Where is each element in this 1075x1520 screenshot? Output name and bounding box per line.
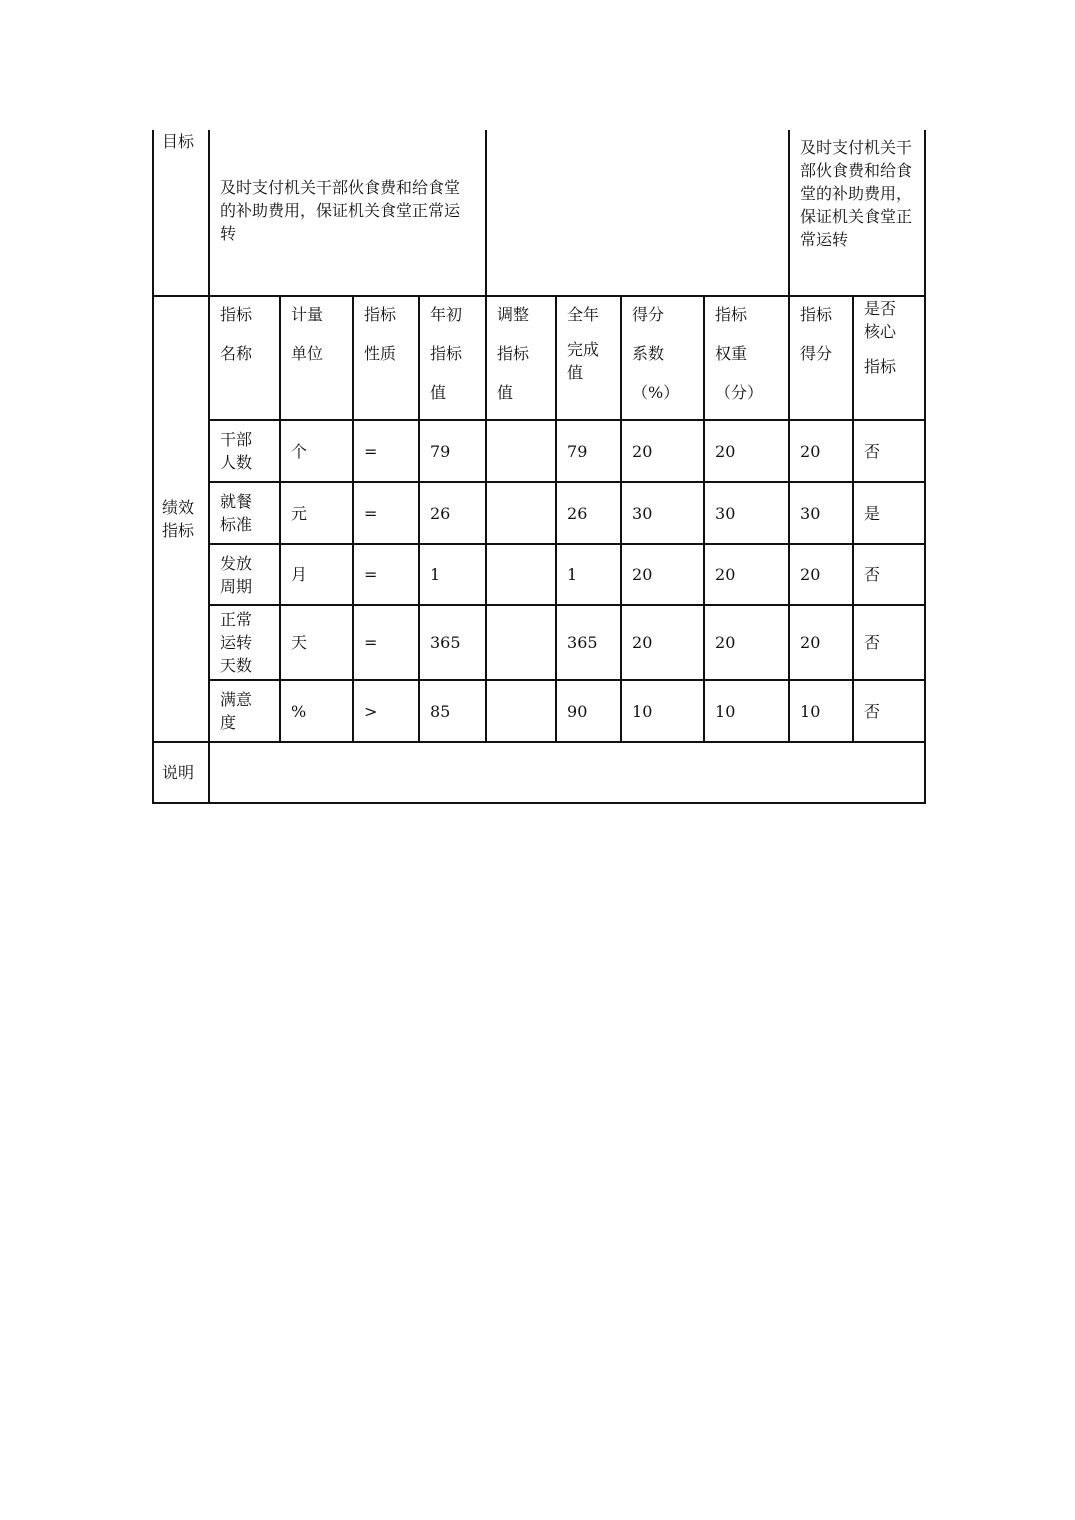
header-weight-line2: 权重 xyxy=(715,344,748,363)
header-cell-nature xyxy=(353,296,419,420)
row-4-indicator-name xyxy=(209,680,280,742)
row-0-core: 否 xyxy=(853,420,925,482)
row-0-indicator-name xyxy=(209,420,280,482)
performance-label-text: 绩效指标 xyxy=(162,498,195,540)
header-cell-unit xyxy=(280,296,353,420)
row-1-completed-value: 26 xyxy=(556,482,621,544)
row-2-unit: 月 xyxy=(280,544,353,605)
header-cell-adjusted xyxy=(486,296,556,420)
row-2-indicator-name-text: 发放周期 xyxy=(220,553,253,596)
table-row xyxy=(153,605,925,680)
header-weight-line1: 指标 xyxy=(715,305,748,324)
notes-text xyxy=(209,742,925,803)
row-4-weight: 10 xyxy=(704,680,789,742)
header-score-line2: 得分 xyxy=(800,344,833,363)
performance-label xyxy=(153,296,209,742)
row-3-coefficient: 20 xyxy=(621,605,704,680)
header-cell-completed xyxy=(556,296,621,420)
row-2-score: 20 xyxy=(789,544,853,605)
header-coefficient-line2: 系数 xyxy=(632,344,665,363)
row-4-unit: % xyxy=(280,680,353,742)
row-1-adjusted-value xyxy=(486,482,556,544)
row-3-adjusted-value xyxy=(486,605,556,680)
header-name-line1: 指标 xyxy=(220,305,253,324)
header-row xyxy=(153,296,925,420)
header-initial-line2: 指标 xyxy=(430,344,463,363)
row-4-score: 10 xyxy=(789,680,853,742)
row-3-indicator-name-text: 正常运转天数 xyxy=(220,610,253,675)
header-initial-line3: 值 xyxy=(430,383,447,402)
row-2-initial-value: 1 xyxy=(419,544,486,605)
table-row xyxy=(153,482,925,544)
performance-table xyxy=(152,130,926,804)
row-1-initial-value: 26 xyxy=(419,482,486,544)
goal-text-middle xyxy=(486,130,789,296)
row-2-core: 否 xyxy=(853,544,925,605)
row-3-completed-value: 365 xyxy=(556,605,621,680)
header-unit-line2: 单位 xyxy=(291,344,324,363)
row-3-unit: 天 xyxy=(280,605,353,680)
row-2-coefficient: 20 xyxy=(621,544,704,605)
row-2-weight: 20 xyxy=(704,544,789,605)
row-2-completed-value: 1 xyxy=(556,544,621,605)
goal-label: 目标 xyxy=(153,130,209,296)
row-1-indicator-name xyxy=(209,482,280,544)
header-core-line1: 是否 xyxy=(864,299,897,318)
header-cell-coefficient xyxy=(621,296,704,420)
row-4-initial-value: 85 xyxy=(419,680,486,742)
row-0-nature: = xyxy=(353,420,419,482)
row-1-unit: 元 xyxy=(280,482,353,544)
row-0-completed-value: 79 xyxy=(556,420,621,482)
row-0-score: 20 xyxy=(789,420,853,482)
header-cell-score xyxy=(789,296,853,420)
header-coefficient-line1: 得分 xyxy=(632,305,665,324)
row-0-unit: 个 xyxy=(280,420,353,482)
header-unit-line1: 计量 xyxy=(291,305,324,324)
header-adjusted-line2: 指标 xyxy=(497,344,530,363)
row-3-nature: = xyxy=(353,605,419,680)
header-initial-line1: 年初 xyxy=(430,305,463,324)
row-0-initial-value: 79 xyxy=(419,420,486,482)
table-row xyxy=(153,680,925,742)
goal-text-main-content: 及时支付机关干部伙食费和给食堂的补助费用，保证机关食堂正常运转 xyxy=(220,178,461,243)
row-4-coefficient: 10 xyxy=(621,680,704,742)
row-4-completed-value: 90 xyxy=(556,680,621,742)
table-row xyxy=(153,544,925,605)
header-adjusted-line1: 调整 xyxy=(497,305,530,324)
header-completed-line2: 完成 xyxy=(567,340,600,359)
row-3-initial-value: 365 xyxy=(419,605,486,680)
header-nature-line2: 性质 xyxy=(364,344,397,363)
row-3-indicator-name xyxy=(209,605,280,680)
row-3-core: 否 xyxy=(853,605,925,680)
goal-text-right: 及时支付机关干部伙食费和给食堂的补助费用，保证机关食堂正常运转 xyxy=(789,130,925,296)
row-2-indicator-name xyxy=(209,544,280,605)
row-3-score: 20 xyxy=(789,605,853,680)
header-score-line1: 指标 xyxy=(800,305,833,324)
header-name-line2: 名称 xyxy=(220,344,253,363)
row-4-adjusted-value xyxy=(486,680,556,742)
header-core-line3: 指标 xyxy=(864,357,897,376)
header-cell-weight xyxy=(704,296,789,420)
goal-text-main xyxy=(209,130,486,296)
notes-label: 说明 xyxy=(153,742,209,803)
header-completed-line1: 全年 xyxy=(567,305,600,324)
notes-row xyxy=(153,742,925,803)
table-row xyxy=(153,420,925,482)
header-cell-name xyxy=(209,296,280,420)
row-1-score: 30 xyxy=(789,482,853,544)
header-adjusted-line3: 值 xyxy=(497,383,514,402)
header-weight-line3: （分） xyxy=(715,383,764,402)
row-1-weight: 30 xyxy=(704,482,789,544)
header-core-line2: 核心 xyxy=(864,322,897,341)
row-0-adjusted-value xyxy=(486,420,556,482)
header-coefficient-line3: （%） xyxy=(632,383,680,402)
row-4-indicator-name-text: 满意度 xyxy=(220,690,253,732)
row-1-core: 是 xyxy=(853,482,925,544)
row-0-indicator-name-text: 干部人数 xyxy=(220,430,253,472)
row-1-nature: = xyxy=(353,482,419,544)
row-4-nature: > xyxy=(353,680,419,742)
goal-row xyxy=(153,130,925,296)
row-0-coefficient: 20 xyxy=(621,420,704,482)
row-1-indicator-name-text: 就餐标准 xyxy=(220,492,253,534)
row-1-coefficient: 30 xyxy=(621,482,704,544)
row-2-adjusted-value xyxy=(486,544,556,605)
row-3-weight: 20 xyxy=(704,605,789,680)
header-nature-line1: 指标 xyxy=(364,305,397,324)
header-cell-initial xyxy=(419,296,486,420)
row-2-nature: = xyxy=(353,544,419,605)
row-4-core: 否 xyxy=(853,680,925,742)
header-cell-core xyxy=(853,296,925,420)
row-0-weight: 20 xyxy=(704,420,789,482)
header-name xyxy=(220,303,269,365)
header-completed-line3: 值 xyxy=(567,363,584,382)
